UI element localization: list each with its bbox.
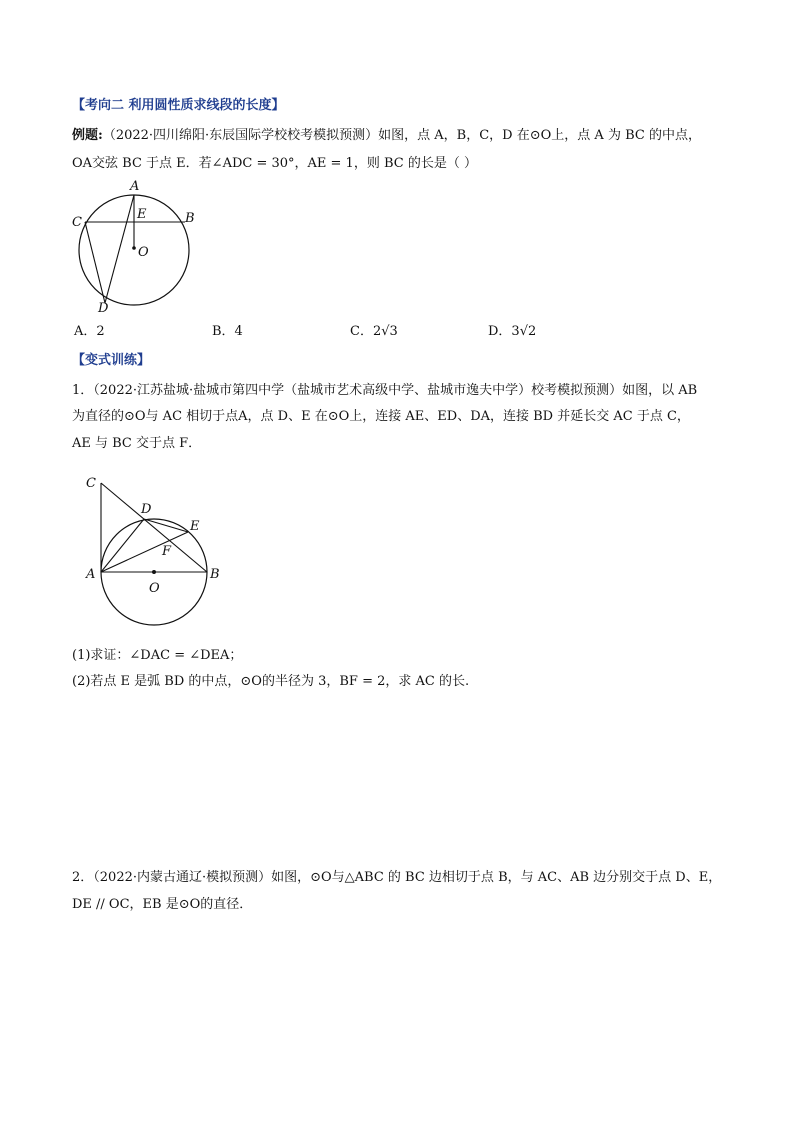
- label-e: E: [137, 207, 147, 222]
- example-line-2: OA交弦 BC 于点 E．若∠ADC = 30°，AE = 1，则 BC 的长是（ ）: [72, 156, 477, 171]
- q1-label-o: O: [149, 581, 160, 596]
- example-line-1: [72, 127, 701, 145]
- label-c: C: [72, 215, 82, 230]
- label-o: O: [138, 245, 149, 260]
- label-b: B: [185, 211, 195, 226]
- option-a: A．2: [74, 324, 105, 339]
- center-point-o-q1: [152, 570, 156, 574]
- section-title-1: 【考向二 利用圆性质求线段的长度】: [72, 98, 285, 113]
- q2-line-2: DE // OC，EB 是⊙O的直径．: [72, 897, 253, 912]
- q1-line-3: AE 与 BC 交于点 F．: [72, 436, 202, 451]
- q1-line-1: 1．（2022·江苏盐城·盐城市第四中学（盐城市艺术高级中学、盐城市逸夫中学）校考模拟预测）如图，以 AB: [72, 383, 698, 398]
- option-d: D．3√2: [488, 324, 537, 339]
- section-title-2: 【变式训练】: [72, 353, 151, 368]
- center-point-o: [132, 246, 136, 250]
- q1-sub-2: (2)若点 E 是弧 BD 的中点，⊙O的半径为 3，BF = 2，求 AC 的长.: [72, 674, 470, 689]
- q1-line-2: 为直径的⊙O与 AC 相切于点A，点 D、E 在⊙O上，连接 AE、ED、DA，连接 BD 并延长交 AC 于点 C，: [72, 409, 690, 424]
- example-label: 例题:: [72, 128, 103, 143]
- q1-figure: [82, 472, 242, 632]
- segment-cd: [85, 222, 105, 303]
- q1-label-b: B: [210, 567, 220, 582]
- q1-label-d: D: [141, 502, 152, 517]
- example-figure: [72, 178, 212, 318]
- label-a: A: [130, 179, 140, 194]
- option-b: B．4: [212, 324, 243, 339]
- q2-line-1: 2．（2022·内蒙古通辽·模拟预测）如图，⊙O与△ABC 的 BC 边相切于点 B，与 AC、AB 边分别交于点 D、E，: [72, 870, 722, 885]
- q1-label-e: E: [190, 519, 200, 534]
- label-d: D: [98, 301, 109, 316]
- q1-sub-1: (1)求证：∠DAC = ∠DEA；: [72, 648, 243, 663]
- example-text-1: （2022·四川绵阳·东辰国际学校校考模拟预测）如图，点 A，B，C，D 在⊙O上，点 A 为 BC 的中点，: [102, 128, 701, 143]
- segment-da: [105, 195, 134, 303]
- q1-label-f: F: [162, 544, 172, 559]
- q1-label-a: A: [86, 567, 96, 582]
- q1-label-c: C: [86, 476, 96, 491]
- option-c: C．2√3: [350, 324, 398, 339]
